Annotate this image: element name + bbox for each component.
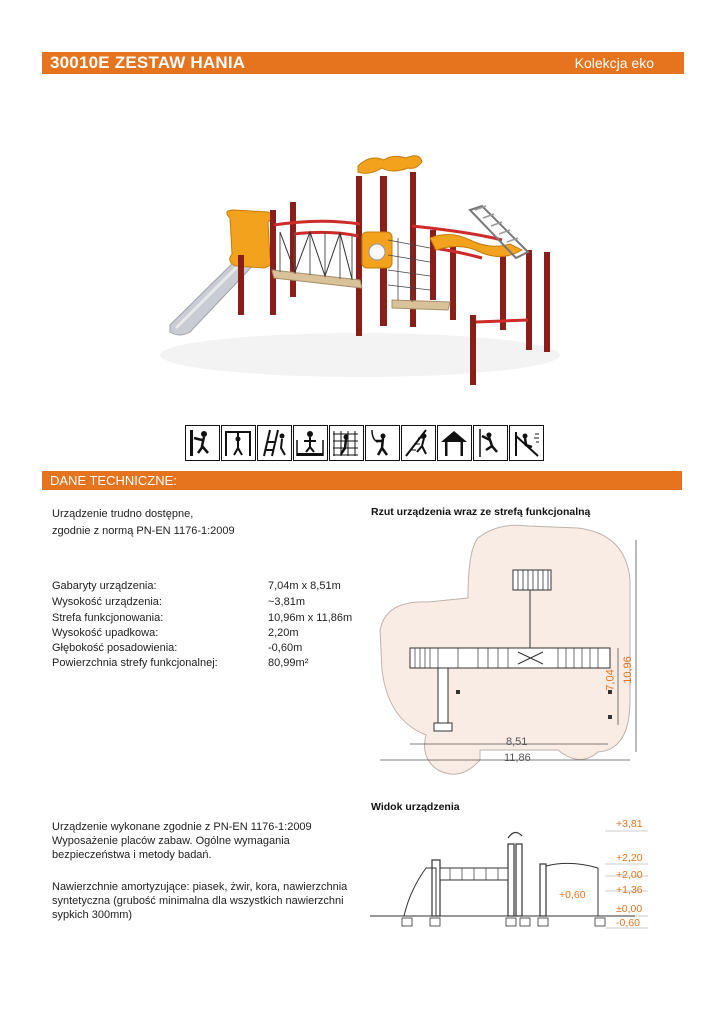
spec-row [52, 612, 372, 628]
surface-line-3: sypkich 300mm) [52, 909, 133, 921]
section-bar-edge [682, 471, 684, 490]
spec-value: 7,04m x 8,51m [268, 580, 341, 592]
spec-value: 2,20m [268, 627, 299, 639]
spec-label: Głębokość posadowienia: [52, 642, 178, 654]
product-render [130, 140, 600, 400]
spec-label: Wysokość upadkowa: [52, 627, 159, 639]
level-top: +3,81 [616, 818, 643, 830]
title-bar [42, 52, 684, 74]
spec-label: Strefa funkcjonowania: [52, 612, 164, 624]
spec-row [52, 657, 372, 673]
spec-value: ~3,81m [268, 596, 305, 608]
accessibility-note [52, 507, 235, 538]
accessibility-line-2: zgodnie z normą PN-EN 1176-1:2009 [52, 525, 235, 537]
spec-row [52, 642, 372, 658]
ramp-climb-icon [401, 425, 436, 461]
spec-label: Wysokość urządzenia: [52, 596, 162, 608]
level-platform-high: +2,00 [616, 869, 643, 881]
net-climb-icon [329, 425, 364, 461]
level-foundation: -0,60 [616, 917, 640, 929]
norm-line-2: Wyposażenie placów zabaw. Ogólne wymagania [52, 835, 290, 847]
norm-line-3: bezpieczeństwa i metody badań. [52, 849, 212, 861]
spec-value: 10,96m x 11,86m [268, 612, 353, 624]
plan-width-label: 8,51 [506, 736, 528, 748]
level-platform-mid: +1,36 [616, 884, 643, 896]
section-bar [42, 471, 684, 490]
level-fall-height: +2,20 [616, 852, 643, 864]
plan-title: Rzut urządzenia wraz ze strefą funkcjonalną [371, 506, 591, 518]
rope-climb-icon [365, 425, 400, 461]
level-low-platform: +0,60 [559, 889, 586, 901]
fireman-pole-icon [473, 425, 508, 461]
surface-line-2: syntetyczna (grubość minimalna dla wszystkich nawierzchni [52, 895, 344, 907]
surface-note [52, 880, 347, 922]
horizontal-ladder-icon [221, 425, 256, 461]
spec-label: Powierzchnia strefy funkcjonalnej: [52, 657, 218, 669]
plan-height-zone-label: 10,96 [621, 656, 634, 684]
product-title: 30010E ZESTAW HANIA [50, 53, 246, 72]
section-title: DANE TECHNICZNE: [50, 473, 177, 488]
spec-value: -0,60m [268, 642, 303, 654]
spec-label: Gabaryty urządzenia: [52, 580, 157, 592]
slide-icon [509, 425, 544, 461]
elevation-title: Widok urządzenia [371, 801, 460, 813]
level-ground: ±0,00 [616, 903, 643, 915]
plan-height-label: 7,04 [604, 669, 617, 691]
spec-value: 80,99m² [268, 657, 309, 669]
norm-note [52, 820, 312, 862]
plan-width-zone-label: 11,86 [504, 752, 531, 764]
spec-row [52, 627, 372, 643]
norm-line-1: Urządzenie wykonane zgodnie z PN-EN 1176-1:2009 [52, 821, 312, 833]
spec-row [52, 596, 372, 612]
collection-label: Kolekcja eko [574, 55, 654, 71]
bridge-icon [293, 425, 328, 461]
surface-line-1: Nawierzchnie amortyzujące: piasek, żwir, kora, nawierzchnia [52, 881, 348, 893]
activity-icon-strip [185, 425, 551, 463]
accessibility-line-1: Urządzenie trudno dostępne, [52, 508, 194, 520]
ladder-icon [257, 425, 292, 461]
roof-icon [437, 425, 472, 461]
climbing-icon [185, 425, 220, 461]
spec-row [52, 580, 372, 596]
